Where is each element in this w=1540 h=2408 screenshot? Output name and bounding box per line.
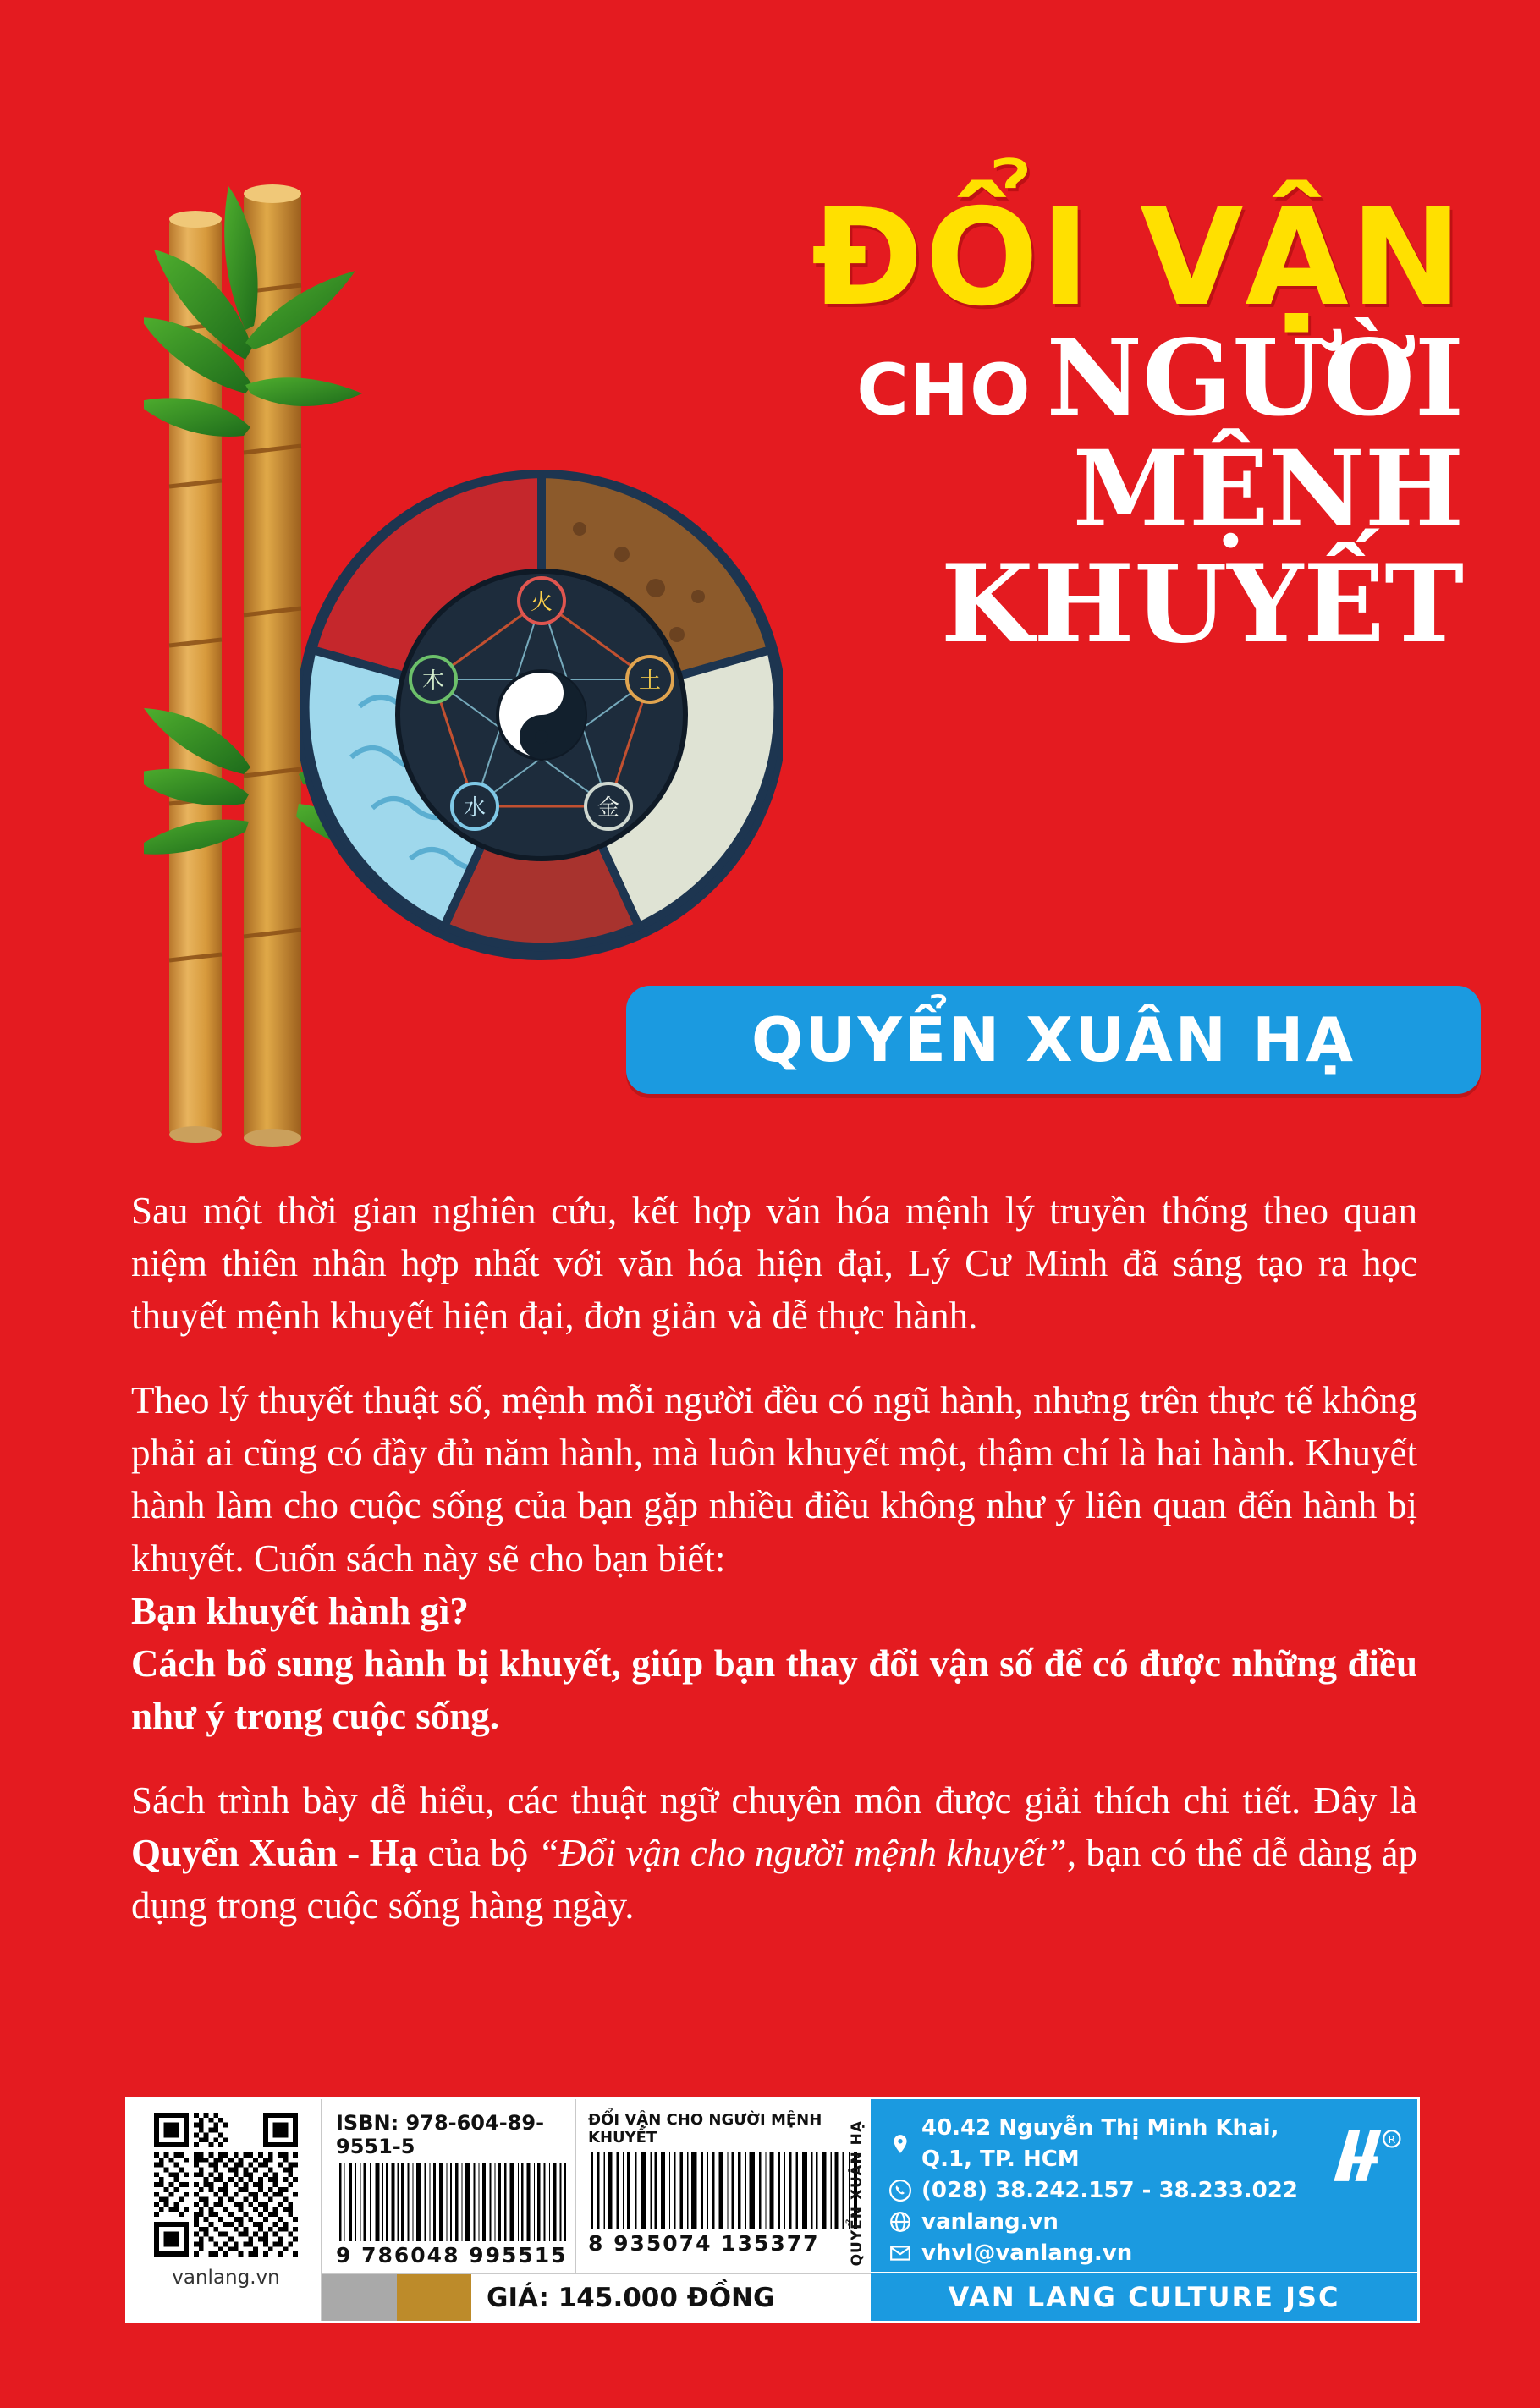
swatch-gold — [397, 2274, 471, 2321]
phone-icon — [889, 2180, 911, 2202]
book-title-small-label: ĐỔI VẬN CHO NGƯỜI MỆNH KHUYẾT — [588, 2111, 822, 2147]
blurb-question-1: Bạn khuyết hành gì? — [131, 1589, 469, 1632]
isbn-label: ISBN: 978-604-89-9551-5 — [336, 2111, 545, 2158]
qr-section — [128, 2099, 321, 2321]
blurb-paragraph-1: Sau một thời gian nghiên cứu, kết hợp văn hóa mệnh lý truyền thống theo quan niệm thiên nhân hợp nhất với văn hóa hiện đại, Lý Cư Minh đã sáng tạo ra học thuyết mệnh khuyết hiện đại, đơn giản và dễ thực hành. — [131, 1190, 1417, 1338]
contact-website[interactable]: vanlang.vn — [921, 2208, 1059, 2235]
title-word-menh: MỆNH — [1072, 428, 1464, 552]
contact-address: 40.42 Nguyễn Thị Minh Khai, Q.1, TP. HCM — [921, 2115, 1279, 2172]
svg-text:R: R — [1388, 2133, 1395, 2147]
svg-text:金: 金 — [597, 795, 620, 821]
isbn-barcode — [336, 2163, 568, 2241]
qr-code-image[interactable] — [154, 2113, 298, 2257]
swatch-gray — [322, 2274, 397, 2321]
book-barcode-block — [576, 2099, 871, 2273]
footer-bar — [125, 2097, 1420, 2323]
contact-website-row[interactable] — [889, 2207, 1328, 2238]
blurb-p3-part-c: của bộ — [418, 1832, 538, 1875]
title-word-khuyet: KHUYẾT — [940, 542, 1464, 668]
isbn-block — [322, 2099, 576, 2273]
location-pin-icon — [889, 2133, 911, 2155]
price-row — [322, 2273, 871, 2321]
book-barcode — [588, 2152, 862, 2229]
blurb-paragraph-2: Theo lý thuyết thuật số, mệnh mỗi người đều có ngũ hành, nhưng trên thực tế không phải ai cũng có đầy đủ năm hành, mà luôn khuyết một, thậm chí là hai hành. Khuyết hành làm cho cuộc sống của bạn gặp nhiều điều không như ý liên quan đến hành bị khuyết. Cuốn sách này sẽ cho bạn biết: — [131, 1379, 1417, 1580]
color-swatches — [322, 2274, 471, 2321]
contact-phone-row — [889, 2175, 1328, 2207]
book-barcode-number: 8 935074 135377 — [588, 2231, 820, 2256]
publisher-section — [871, 2099, 1417, 2321]
blurb-p3-volume: Quyển Xuân - Hạ — [131, 1832, 419, 1875]
volume-badge — [626, 986, 1481, 1094]
publisher-logo-icon — [1328, 2116, 1402, 2194]
envelope-icon — [889, 2242, 911, 2264]
contact-email[interactable]: vhvl@vanlang.vn — [921, 2240, 1133, 2266]
title-word-nguoi: NGƯỜI — [1046, 317, 1464, 441]
svg-text:木: 木 — [421, 668, 445, 694]
contact-list — [889, 2113, 1328, 2269]
svg-text:土: 土 — [638, 668, 662, 694]
blurb-p3-series-title: “Đổi vận cho người mệnh khuyết” — [537, 1832, 1067, 1875]
title-line-doi-van: ĐỔI VẬN — [811, 180, 1464, 336]
blurb-question-2: Cách bổ sung hành bị khuyết, giúp bạn thay đổi vận số để có được những điều như ý trong cuộc sống. — [131, 1641, 1417, 1737]
isbn-barcode-number: 9 786048 995515 — [336, 2243, 568, 2268]
contact-email-row[interactable] — [889, 2238, 1328, 2269]
globe-icon — [889, 2211, 911, 2233]
svg-text:火: 火 — [530, 590, 553, 615]
contact-phone: (028) 38.242.157 - 38.233.022 — [921, 2177, 1298, 2203]
qr-website-label: vanlang.vn — [172, 2267, 280, 2289]
contact-address-row — [889, 2113, 1328, 2175]
publisher-name: VAN LANG CULTURE JSC — [948, 2281, 1340, 2313]
price-label: GIÁ: 145.000 ĐỒNG — [487, 2282, 775, 2313]
footer-middle-section — [321, 2099, 871, 2321]
title-word-cho: CHO — [856, 349, 1031, 432]
svg-text:水: 水 — [463, 795, 487, 821]
book-title-block — [542, 180, 1489, 668]
blurb-paragraph-3 — [131, 1774, 1417, 1932]
back-cover-blurb — [131, 1185, 1417, 1964]
volume-badge-label: QUYỂN XUÂN HẠ — [751, 1004, 1356, 1075]
blurb-p3-part-a: Sách trình bày dễ hiểu, các thuật ngữ chuyên môn được giải thích chi tiết. Đây là — [131, 1779, 1417, 1822]
volume-vertical-label: QUYỂN XUÂN HẠ — [849, 2119, 866, 2266]
blurb-p3-part-e: , bạn có thể dễ dàng áp dụng trong cuộc sống hàng ngày. — [131, 1832, 1418, 1927]
